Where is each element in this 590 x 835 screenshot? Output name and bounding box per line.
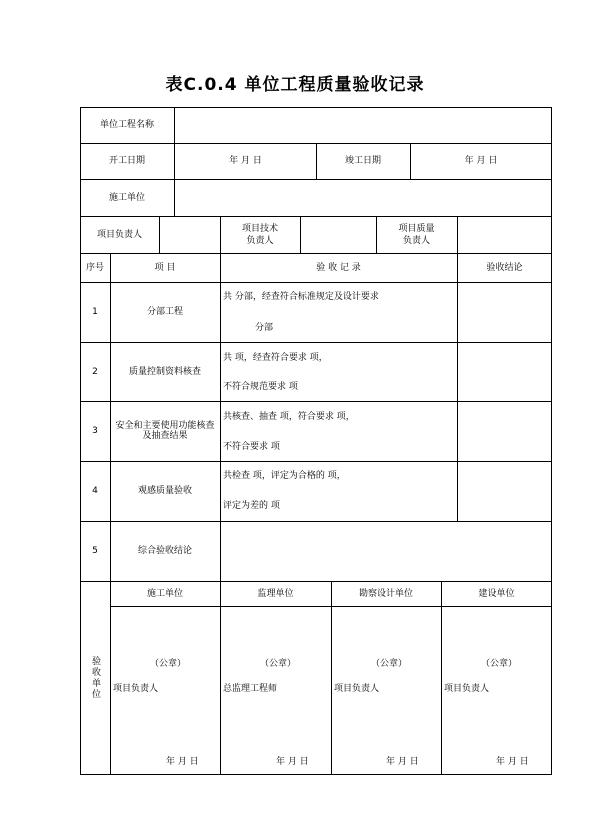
tech-lead-field[interactable] bbox=[301, 217, 376, 253]
seal-label: （公章） bbox=[481, 659, 518, 669]
row-item: 分部工程 bbox=[146, 307, 183, 317]
tech-lead-label-line1: 项目技术 bbox=[241, 223, 278, 234]
row-conclusion-field[interactable] bbox=[458, 343, 551, 401]
pm-field[interactable] bbox=[160, 217, 220, 253]
row-record-line2: 分部 bbox=[255, 323, 274, 333]
quality-lead-label-line1: 项目质量 bbox=[398, 223, 435, 234]
col-header-item: 项 目 bbox=[154, 262, 176, 273]
col-divider bbox=[331, 581, 332, 775]
end-date-field[interactable]: 年 月 日 bbox=[464, 156, 498, 166]
quality-lead-field[interactable] bbox=[458, 217, 551, 253]
sign-date: 年 月 日 bbox=[276, 757, 309, 767]
tech-lead-label bbox=[220, 216, 300, 253]
row-item: 综合验收结论 bbox=[137, 546, 192, 556]
row-conclusion-field[interactable] bbox=[458, 283, 551, 342]
unit-name: 监理单位 bbox=[257, 588, 294, 599]
row-no: 3 bbox=[92, 426, 98, 436]
row-record-line1: 共 分部，经查符合标准规定及设计要求 bbox=[223, 292, 379, 302]
row-record-line1: 共检查 项，评定为合格的 项， bbox=[223, 471, 346, 481]
row-no: 1 bbox=[92, 307, 98, 317]
seal-label: （公章） bbox=[150, 659, 187, 669]
row-record-line2: 不符合要求 项 bbox=[223, 442, 280, 452]
quality-lead-label-line2: 负责人 bbox=[402, 235, 430, 246]
start-date-field[interactable]: 年 月 日 bbox=[229, 156, 262, 166]
col-header-record: 验 收 记 录 bbox=[316, 262, 361, 273]
seal-label: （公章） bbox=[371, 659, 408, 669]
unit-name: 建设单位 bbox=[478, 588, 515, 599]
sign-date: 年 月 日 bbox=[386, 757, 419, 767]
page-title: 表C.0.4 单位工程质量验收记录 bbox=[165, 75, 425, 95]
row-item-line2: 及抽查结果 bbox=[142, 431, 188, 441]
unit-name: 施工单位 bbox=[146, 588, 183, 599]
pm-label: 项目负责人 bbox=[96, 229, 142, 240]
row-record-line1: 共 项，经查符合要求 项， bbox=[223, 353, 328, 363]
col-header-no: 序号 bbox=[85, 262, 104, 273]
seal-label: （公章） bbox=[260, 659, 297, 669]
sign-date: 年 月 日 bbox=[166, 757, 199, 767]
row-record-line2: 评定为差的 项 bbox=[223, 501, 280, 511]
row-record-line2: 不符合规范要求 项 bbox=[223, 382, 298, 392]
col-header-conclusion: 验收结论 bbox=[486, 262, 523, 273]
signer-label: 项目负责人 bbox=[444, 684, 490, 694]
row-item: 质量控制资料核查 bbox=[128, 366, 201, 377]
row-item: 观感质量验收 bbox=[137, 486, 192, 496]
project-name-label: 单位工程名称 bbox=[99, 120, 154, 130]
end-date-label: 竣工日期 bbox=[344, 156, 381, 166]
start-date-label: 开工日期 bbox=[108, 156, 145, 166]
project-name-field[interactable] bbox=[175, 108, 551, 143]
col-divider bbox=[220, 581, 221, 775]
acceptance-side-label: 验收单位 bbox=[90, 656, 100, 700]
sign-date: 年 月 日 bbox=[496, 757, 529, 767]
row-item-line1: 安全和主要使用功能核查 bbox=[115, 421, 215, 431]
signer-label: 总监理工程师 bbox=[223, 684, 278, 694]
row-record-line1: 共核查、抽查 项，符合要求 项， bbox=[223, 412, 355, 422]
col-divider bbox=[441, 581, 442, 775]
row-no: 4 bbox=[92, 486, 98, 496]
quality-lead-label bbox=[376, 216, 457, 253]
row-conclusion-field[interactable] bbox=[458, 462, 551, 521]
overall-conclusion-field[interactable] bbox=[221, 522, 551, 581]
tech-lead-label-line2: 负责人 bbox=[246, 235, 274, 246]
row-no: 5 bbox=[92, 546, 98, 556]
signer-label: 项目负责人 bbox=[334, 684, 380, 694]
contractor-label: 施工单位 bbox=[108, 192, 145, 203]
unit-name: 勘察设计单位 bbox=[358, 588, 413, 599]
contractor-field[interactable] bbox=[175, 180, 551, 216]
row-no: 2 bbox=[92, 366, 98, 377]
signer-label: 项目负责人 bbox=[113, 684, 159, 694]
row-conclusion-field[interactable] bbox=[458, 402, 551, 461]
row-item bbox=[110, 401, 220, 461]
